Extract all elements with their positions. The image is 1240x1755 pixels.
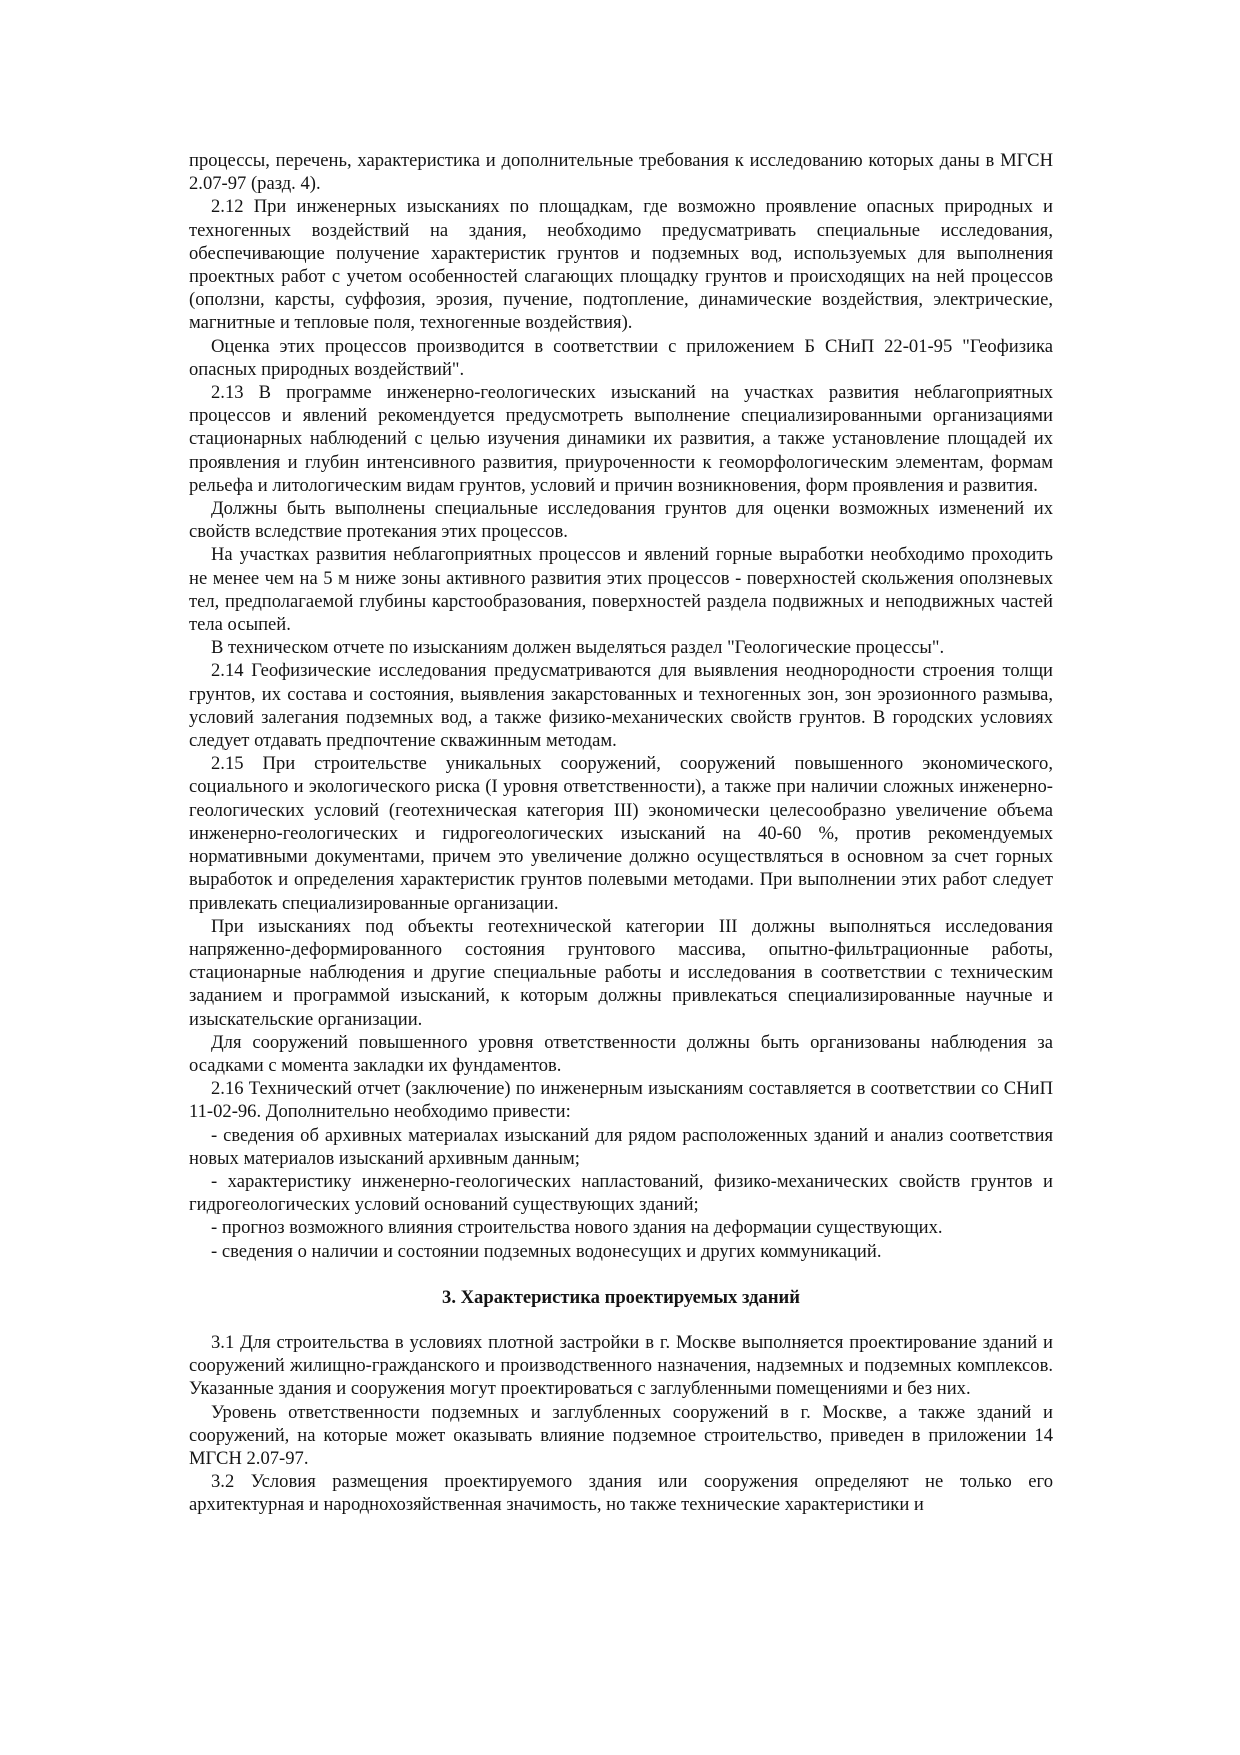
paragraph-2-14: 2.14 Геофизические исследования предусматриваются для выявления неоднородности строения толщи грунтов, их состава и состояния, выявления закарстованных и техногенных зон, зон эрозионного размыва, условий залегания подземных вод, а также физико-механических свойств грунтов. В городских условиях следует отдавать предпочтение скважинным методам. bbox=[189, 660, 1053, 752]
paragraph-2-16: 2.16 Технический отчет (заключение) по инженерным изысканиям составляется в соответствии со СНиП 11-02-96. Дополнительно необходимо привести: bbox=[189, 1078, 1053, 1123]
paragraph-2-15: 2.15 При строительстве уникальных сооружений, сооружений повышенного экономического, социального и экологического риска (I уровня ответственности), а также при наличии сложных инженерно-геологических условий (геотехническая категория III) экономически целесообразно увеличение объема инженерно-геологических и гидрогеологических изысканий на 40-60 %, против рекомендуемых нормативными документами, причем это увеличение должно осуществляться в основном за счет горных выработок и определения характеристик грунтов полевыми методами. При выполнении этих работ следует привлекать специализированные организации. bbox=[189, 753, 1053, 914]
paragraph-3-1-responsibility: Уровень ответственности подземных и заглубленных сооружений в г. Москве, а также зданий и сооружений, на которые может оказывать влияние подземное строительство, приведен в приложении 14 МГСН 2.07-97. bbox=[189, 1401, 1053, 1469]
paragraph-2-15-settlement: Для сооружений повышенного уровня ответственности должны быть организованы наблюдения за осадками с момента закладки их фундаментов. bbox=[189, 1031, 1053, 1076]
list-item-utilities: - сведения о наличии и состоянии подземных водонесущих и других коммуникаций. bbox=[211, 1240, 882, 1262]
paragraph-2-12-assessment: Оценка этих процессов производится в соответствии с приложением Б СНиП 22-01-95 "Геофизика опасных природных воздействий". bbox=[189, 335, 1053, 380]
list-item-impact-forecast: - прогноз возможного влияния строительства нового здания на деформации существующих. bbox=[211, 1217, 943, 1239]
paragraph-2-13-soil-research: Должны быть выполнены специальные исследования грунтов для оценки возможных изменений их свойств вследствие протекания этих процессов. bbox=[189, 498, 1053, 543]
paragraph-2-12: 2.12 При инженерных изысканиях по площадкам, где возможно проявление опасных природных и техногенных воздействий на здания, необходимо предусматривать специальные исследования, обеспечивающие получение характеристик грунтов и подземных вод, используемых для выполнения проектных работ с учетом особенностей слагающих площадку грунтов и происходящих на ней процессов (оползни, карсты, суффозия, эрозия, пучение, подтопление, динамические воздействия, электрические, магнитные и тепловые поля, техногенные воздействия). bbox=[189, 196, 1053, 334]
section-3-heading: 3. Характеристика проектируемых зданий bbox=[442, 1286, 800, 1308]
paragraph-2-13-report-section: В техническом отчете по изысканиям должен выделяться раздел "Геологические процессы". bbox=[211, 637, 945, 659]
paragraph-3-2: 3.2 Условия размещения проектируемого здания или сооружения определяют не только его архитектурная и народнохозяйственная значимость, но также технические характеристики и bbox=[189, 1471, 1053, 1516]
paragraph-2-15-category-iii: При изысканиях под объекты геотехнической категории III должны выполняться исследования напряженно-деформированного состояния грунтового массива, опытно-фильтрационные работы, стационарные наблюдения и другие специальные работы и исследования в соответствии с техническим заданием и программой изысканий, к которым должны привлекаться специализированные научные и изыскательские организации. bbox=[189, 915, 1053, 1030]
document-page bbox=[189, 149, 1053, 1517]
paragraph-2-13-mine-workings: На участках развития неблагоприятных процессов и явлений горные выработки необходимо проходить не менее чем на 5 м ниже зоны активного развития этих процессов - поверхностей скольжения оползневых тел, предполагаемой глубины карстообразования, поверхностей раздела подвижных и неподвижных частей тела осыпей. bbox=[189, 544, 1053, 636]
list-item-geology-characteristics: - характеристику инженерно-геологических напластований, физико-механических свойств грунтов и гидрогеологических условий оснований существующих зданий; bbox=[189, 1170, 1053, 1216]
list-item-archive-materials: - сведения об архивных материалах изысканий для рядом расположенных зданий и анализ соответствия новых материалов изысканий архивным данным; bbox=[189, 1124, 1053, 1169]
paragraph-3-1: 3.1 Для строительства в условиях плотной застройки в г. Москве выполняется проектирование зданий и сооружений жилищно-гражданского и производственного назначения, надземных и подземных комплексов. Указанные здания и сооружения могут проектироваться с заглубленными помещениями и без них. bbox=[189, 1331, 1053, 1400]
paragraph-continuation: процессы, перечень, характеристика и дополнительные требования к исследованию которых даны в МГСН 2.07-97 (разд. 4). bbox=[189, 150, 1053, 195]
paragraph-2-13: 2.13 В программе инженерно-геологических изысканий на участках развития неблагоприятных процессов и явлений рекомендуется предусмотреть выполнение специализированными организациями стационарных наблюдений с целью изучения динамики их развития, а также установление площадей их проявления и глубин интенсивного развития, приуроченности к геоморфологическим элементам, формам рельефа и литологическим видам грунтов, условий и причин возникновения, форм проявления и развития. bbox=[189, 382, 1053, 496]
